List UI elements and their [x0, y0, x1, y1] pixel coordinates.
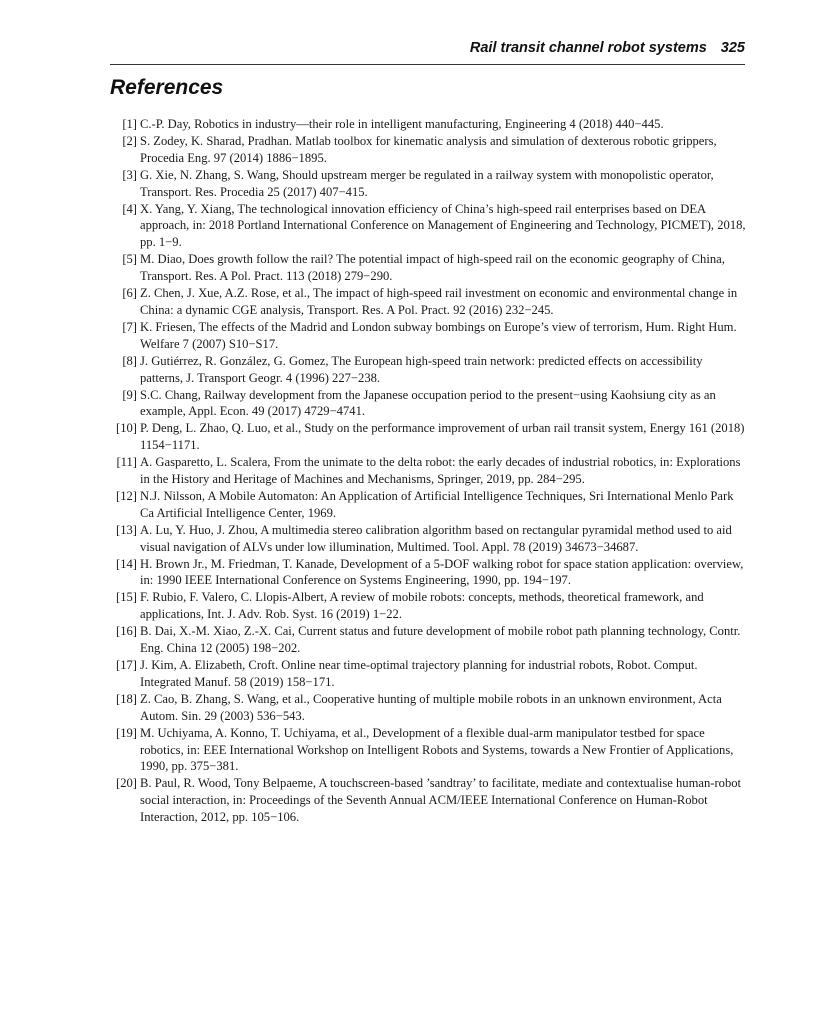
reference-number: [8]	[122, 353, 137, 368]
reference-number: [15]	[116, 590, 137, 605]
reference-item	[108, 319, 748, 353]
reference-item	[108, 285, 748, 319]
reference-text: F. Rubio, F. Valero, C. Llopis-Albert, A review of mobile robots: concepts, methods, theoretical framework, and applications, Int. J. Adv. Rob. Syst. 16 (2019) 1−22.	[140, 590, 704, 622]
reference-item	[108, 133, 748, 167]
reference-item	[108, 775, 748, 826]
reference-number: [14]	[116, 556, 137, 571]
reference-item	[108, 201, 748, 252]
running-title: Rail transit channel robot systems	[469, 40, 707, 56]
reference-number: [4]	[122, 201, 137, 216]
reference-text: J. Gutiérrez, R. González, G. Gomez, The European high-speed train network: predicted effects on accessibility patterns, J. Transport Geogr. 4 (1996) 227−238.	[140, 353, 703, 385]
reference-text: M. Diao, Does growth follow the rail? The potential impact of high-speed rail on the economic geography of China, Transport. Res. A Pol. Pract. 113 (2018) 279−290.	[140, 252, 725, 284]
reference-text: B. Paul, R. Wood, Tony Belpaeme, A touchscreen-based ’sandtray’ to facilitate, mediate and contextualise human-robot social interaction, in: Proceedings of the Seventh Annual ACM/IEEE International Conference on Human-Robot Interaction, 2012, pp. 105−106.	[140, 776, 742, 825]
reference-number: [11]	[116, 455, 137, 470]
reference-text: Z. Cao, B. Zhang, S. Wang, et al., Cooperative hunting of multiple mobile robots in an unknown environment, Acta Autom. Sin. 29 (2003) 536−543.	[140, 691, 722, 723]
reference-item	[108, 623, 748, 657]
reference-item	[108, 556, 748, 590]
reference-item	[108, 725, 748, 776]
section-title: References	[110, 76, 224, 99]
reference-item	[108, 353, 748, 387]
reference-text: N.J. Nilsson, A Mobile Automaton: An Application of Artificial Intelligence Techniques, Sri International Menlo Park Ca Artificial Intelligence Center, 1969.	[140, 488, 734, 520]
reference-number: [17]	[116, 658, 137, 672]
reference-text: H. Brown Jr., M. Friedman, T. Kanade, Development of a 5-DOF walking robot for space station application: overview, in: 1990 IEEE International Conference on Systems Engineering, 1990, pp. 194−197.	[140, 556, 744, 588]
reference-text: B. Dai, X.-M. Xiao, Z.-X. Cai, Current status and future development of mobile robot path planning technology, Contr. Eng. China 12 (2005) 198−202.	[140, 624, 741, 656]
reference-number: [6]	[122, 286, 137, 301]
reference-item	[108, 522, 748, 556]
reference-item	[108, 387, 748, 421]
reference-number: [19]	[116, 725, 137, 740]
header-rule	[110, 64, 745, 65]
reference-number: [1]	[122, 117, 137, 131]
reference-number: [18]	[116, 691, 137, 706]
reference-text: G. Xie, N. Zhang, S. Wang, Should upstream merger be regulated in a railway system with monopolistic operator, Transport. Res. Procedia 25 (2017) 407−415.	[140, 167, 714, 199]
reference-text: K. Friesen, The effects of the Madrid and London subway bombings on Europe’s view of terrorism, Hum. Right Hum. Welfare 7 (2007) S10−S17.	[140, 319, 737, 351]
reference-text: Z. Chen, J. Xue, A.Z. Rose, et al., The impact of high-speed rail investment on economic and environmental change in China: a dynamic CGE analysis, Transport. Res. A Pol. Pract. 92 (2016) 232−245.	[140, 286, 738, 317]
reference-text: A. Gasparetto, L. Scalera, From the unimate to the delta robot: the early decades of industrial robotics, in: Explorations in the History and Heritage of Machines and Mechanisms, Springer, 2019, pp. 284−295.	[140, 455, 741, 487]
reference-number: [10]	[116, 421, 137, 436]
reference-text: P. Deng, L. Zhao, Q. Luo, et al., Study on the performance improvement of urban rail transit system, Energy 161 (2018) 1154−1171.	[140, 421, 745, 453]
reference-number: [16]	[116, 624, 137, 639]
reference-item	[108, 488, 748, 522]
reference-text: S.C. Chang, Railway development from the Japanese occupation period to the present−using Kaohsiung city as an example, Appl. Econ. 49 (2017) 4729−4741.	[140, 387, 716, 419]
reference-number: [5]	[122, 252, 137, 267]
reference-text: J. Kim, A. Elizabeth, Croft. Online near time-optimal trajectory planning for industrial robots, Robot. Comput. Integrated Manuf. 58 (2019) 158−171.	[140, 658, 698, 689]
reference-number: [9]	[122, 387, 137, 402]
reference-number: [12]	[116, 488, 137, 503]
reference-number: [13]	[116, 522, 137, 537]
reference-item	[108, 691, 748, 725]
reference-text: A. Lu, Y. Huo, J. Zhou, A multimedia stereo calibration algorithm based on rectangular pyramidal method used to aid visual navigation of ALVs under low illumination, Multimed. Tool. Appl. 78 (2019) 34673−34687.	[140, 522, 732, 554]
reference-number: [3]	[122, 167, 137, 182]
reference-text: S. Zodey, K. Sharad, Pradhan. Matlab toolbox for kinematic analysis and simulation of dexterous robotic grippers, Procedia Eng. 97 (2014) 1886−1895.	[140, 133, 717, 165]
reference-list	[108, 116, 748, 826]
reference-item	[108, 167, 748, 201]
reference-item	[108, 420, 748, 454]
reference-item	[108, 657, 748, 691]
reference-text: X. Yang, Y. Xiang, The technological innovation efficiency of China’s high-speed rail enterprises based on DEA approach, in: 2018 Portland International Conference on Management of Engineering and Technology, PICMET), 2018, pp. 1−9.	[140, 201, 746, 250]
reference-item	[108, 454, 748, 488]
reference-item	[108, 116, 748, 133]
reference-text: C.-P. Day, Robotics in industry—their role in intelligent manufacturing, Engineering 4 (2018) 440−445.	[140, 117, 664, 131]
reference-number: [2]	[122, 133, 137, 148]
reference-item	[108, 251, 748, 285]
reference-number: [20]	[116, 776, 137, 791]
reference-item	[108, 589, 748, 623]
running-header	[110, 40, 745, 56]
page-number: 325	[720, 40, 745, 56]
reference-text: M. Uchiyama, A. Konno, T. Uchiyama, et al., Development of a flexible dual-arm manipulator testbed for space robotics, in: EEE International Workshop on Intelligent Robots and Systems, towards a New Frontier of Applications, 1990, pp. 375−381.	[140, 725, 734, 774]
reference-number: [7]	[122, 319, 137, 334]
